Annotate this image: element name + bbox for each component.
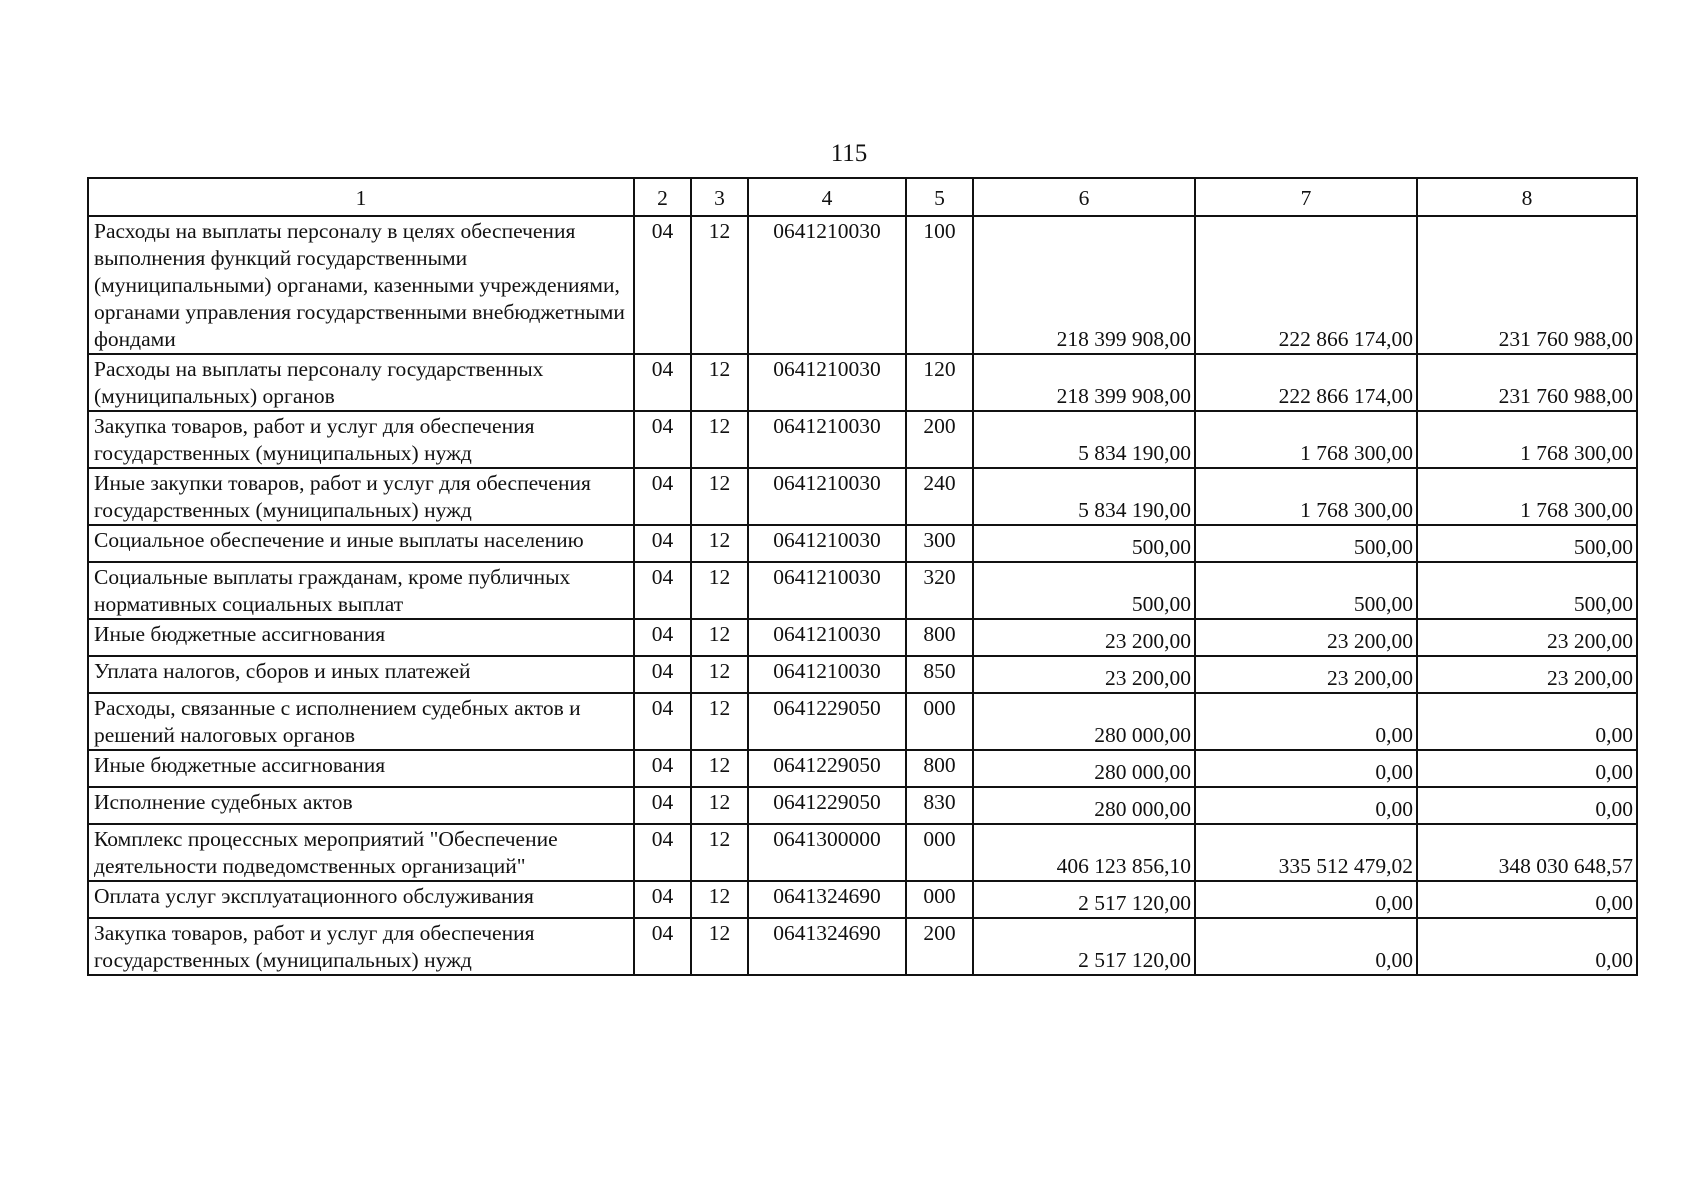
cell-name: Оплата услуг эксплуатационного обслуживания xyxy=(88,881,634,918)
cell-subsection: 12 xyxy=(691,824,748,881)
cell-amount-col-7: 335 512 479,02 xyxy=(1195,824,1417,881)
cell-expense-type: 320 xyxy=(906,562,973,619)
cell-target-article: 0641229050 xyxy=(748,693,906,750)
cell-amount-col-8: 0,00 xyxy=(1417,881,1637,918)
cell-name: Социальные выплаты гражданам, кроме публичных нормативных социальных выплат xyxy=(88,562,634,619)
cell-section: 04 xyxy=(634,824,691,881)
cell-target-article: 0641210030 xyxy=(748,656,906,693)
cell-amount-col-6: 23 200,00 xyxy=(973,619,1195,656)
table-row xyxy=(88,750,1637,787)
cell-section: 04 xyxy=(634,411,691,468)
cell-subsection: 12 xyxy=(691,881,748,918)
cell-name: Расходы на выплаты персоналу государственных (муниципальных) органов xyxy=(88,354,634,411)
cell-section: 04 xyxy=(634,787,691,824)
cell-amount-col-6: 5 834 190,00 xyxy=(973,468,1195,525)
cell-section: 04 xyxy=(634,881,691,918)
cell-amount-col-6: 23 200,00 xyxy=(973,656,1195,693)
cell-target-article: 0641324690 xyxy=(748,881,906,918)
cell-subsection: 12 xyxy=(691,411,748,468)
cell-section: 04 xyxy=(634,525,691,562)
cell-amount-col-8: 23 200,00 xyxy=(1417,656,1637,693)
header-col-1: 1 xyxy=(88,178,634,216)
cell-target-article: 0641210030 xyxy=(748,216,906,354)
cell-target-article: 0641229050 xyxy=(748,750,906,787)
cell-amount-col-8: 348 030 648,57 xyxy=(1417,824,1637,881)
cell-subsection: 12 xyxy=(691,918,748,975)
cell-amount-col-8: 0,00 xyxy=(1417,693,1637,750)
cell-amount-col-7: 222 866 174,00 xyxy=(1195,216,1417,354)
cell-amount-col-8: 231 760 988,00 xyxy=(1417,354,1637,411)
cell-expense-type: 850 xyxy=(906,656,973,693)
cell-subsection: 12 xyxy=(691,750,748,787)
cell-amount-col-6: 218 399 908,00 xyxy=(973,216,1195,354)
header-row xyxy=(88,178,1637,216)
header-col-2: 2 xyxy=(634,178,691,216)
cell-amount-col-7: 1 768 300,00 xyxy=(1195,468,1417,525)
cell-subsection: 12 xyxy=(691,562,748,619)
cell-expense-type: 200 xyxy=(906,918,973,975)
cell-amount-col-6: 280 000,00 xyxy=(973,693,1195,750)
table-row xyxy=(88,693,1637,750)
cell-amount-col-6: 500,00 xyxy=(973,562,1195,619)
cell-name: Расходы, связанные с исполнением судебных актов и решений налоговых органов xyxy=(88,693,634,750)
cell-amount-col-6: 2 517 120,00 xyxy=(973,881,1195,918)
cell-name: Социальное обеспечение и иные выплаты населению xyxy=(88,525,634,562)
table-row xyxy=(88,918,1637,975)
cell-amount-col-7: 500,00 xyxy=(1195,525,1417,562)
table-header xyxy=(88,178,1637,216)
cell-amount-col-7: 500,00 xyxy=(1195,562,1417,619)
cell-subsection: 12 xyxy=(691,468,748,525)
cell-amount-col-8: 1 768 300,00 xyxy=(1417,468,1637,525)
cell-target-article: 0641229050 xyxy=(748,787,906,824)
table-row xyxy=(88,656,1637,693)
cell-amount-col-7: 1 768 300,00 xyxy=(1195,411,1417,468)
cell-subsection: 12 xyxy=(691,656,748,693)
header-col-7: 7 xyxy=(1195,178,1417,216)
cell-amount-col-7: 23 200,00 xyxy=(1195,656,1417,693)
cell-amount-col-8: 231 760 988,00 xyxy=(1417,216,1637,354)
cell-name: Комплекс процессных мероприятий "Обеспечение деятельности подведомственных организаций" xyxy=(88,824,634,881)
header-col-4: 4 xyxy=(748,178,906,216)
cell-section: 04 xyxy=(634,656,691,693)
table-row xyxy=(88,354,1637,411)
cell-target-article: 0641210030 xyxy=(748,525,906,562)
budget-table xyxy=(87,177,1638,976)
cell-name: Закупка товаров, работ и услуг для обеспечения государственных (муниципальных) нужд xyxy=(88,411,634,468)
cell-amount-col-8: 0,00 xyxy=(1417,918,1637,975)
cell-target-article: 0641210030 xyxy=(748,562,906,619)
cell-name: Закупка товаров, работ и услуг для обеспечения государственных (муниципальных) нужд xyxy=(88,918,634,975)
table-row xyxy=(88,411,1637,468)
cell-section: 04 xyxy=(634,750,691,787)
cell-amount-col-8: 1 768 300,00 xyxy=(1417,411,1637,468)
table-row xyxy=(88,216,1637,354)
table-body xyxy=(88,216,1637,975)
cell-target-article: 0641300000 xyxy=(748,824,906,881)
cell-target-article: 0641324690 xyxy=(748,918,906,975)
cell-amount-col-6: 280 000,00 xyxy=(973,750,1195,787)
cell-amount-col-8: 23 200,00 xyxy=(1417,619,1637,656)
cell-name: Исполнение судебных актов xyxy=(88,787,634,824)
cell-subsection: 12 xyxy=(691,216,748,354)
cell-target-article: 0641210030 xyxy=(748,354,906,411)
cell-amount-col-7: 0,00 xyxy=(1195,918,1417,975)
cell-name: Расходы на выплаты персоналу в целях обеспечения выполнения функций государственными (муниципальными) органами, казенными учреждениями, органами управления государственными внебюджетными фондами xyxy=(88,216,634,354)
table-row xyxy=(88,619,1637,656)
cell-name: Иные бюджетные ассигнования xyxy=(88,750,634,787)
cell-section: 04 xyxy=(634,562,691,619)
cell-amount-col-7: 0,00 xyxy=(1195,787,1417,824)
cell-amount-col-7: 23 200,00 xyxy=(1195,619,1417,656)
cell-expense-type: 300 xyxy=(906,525,973,562)
cell-section: 04 xyxy=(634,619,691,656)
cell-name: Иные бюджетные ассигнования xyxy=(88,619,634,656)
cell-amount-col-6: 218 399 908,00 xyxy=(973,354,1195,411)
cell-amount-col-6: 280 000,00 xyxy=(973,787,1195,824)
cell-subsection: 12 xyxy=(691,619,748,656)
cell-subsection: 12 xyxy=(691,354,748,411)
cell-section: 04 xyxy=(634,216,691,354)
cell-amount-col-8: 0,00 xyxy=(1417,750,1637,787)
cell-amount-col-6: 406 123 856,10 xyxy=(973,824,1195,881)
cell-expense-type: 000 xyxy=(906,824,973,881)
cell-amount-col-7: 222 866 174,00 xyxy=(1195,354,1417,411)
table-row xyxy=(88,881,1637,918)
header-col-3: 3 xyxy=(691,178,748,216)
cell-name: Иные закупки товаров, работ и услуг для обеспечения государственных (муниципальных) нужд xyxy=(88,468,634,525)
cell-amount-col-6: 2 517 120,00 xyxy=(973,918,1195,975)
page-number: 115 xyxy=(830,140,868,167)
table-row xyxy=(88,562,1637,619)
cell-amount-col-8: 500,00 xyxy=(1417,525,1637,562)
cell-expense-type: 100 xyxy=(906,216,973,354)
cell-name: Уплата налогов, сборов и иных платежей xyxy=(88,656,634,693)
cell-section: 04 xyxy=(634,918,691,975)
cell-target-article: 0641210030 xyxy=(748,619,906,656)
cell-section: 04 xyxy=(634,354,691,411)
cell-expense-type: 830 xyxy=(906,787,973,824)
cell-target-article: 0641210030 xyxy=(748,411,906,468)
cell-amount-col-7: 0,00 xyxy=(1195,881,1417,918)
table-row xyxy=(88,525,1637,562)
cell-amount-col-6: 500,00 xyxy=(973,525,1195,562)
table-row xyxy=(88,824,1637,881)
cell-expense-type: 200 xyxy=(906,411,973,468)
cell-expense-type: 800 xyxy=(906,619,973,656)
cell-section: 04 xyxy=(634,468,691,525)
table-row xyxy=(88,787,1637,824)
header-col-5: 5 xyxy=(906,178,973,216)
cell-subsection: 12 xyxy=(691,693,748,750)
header-col-8: 8 xyxy=(1417,178,1637,216)
cell-subsection: 12 xyxy=(691,787,748,824)
cell-amount-col-6: 5 834 190,00 xyxy=(973,411,1195,468)
cell-subsection: 12 xyxy=(691,525,748,562)
cell-amount-col-8: 500,00 xyxy=(1417,562,1637,619)
cell-section: 04 xyxy=(634,693,691,750)
cell-expense-type: 240 xyxy=(906,468,973,525)
cell-amount-col-7: 0,00 xyxy=(1195,750,1417,787)
cell-expense-type: 800 xyxy=(906,750,973,787)
cell-expense-type: 000 xyxy=(906,881,973,918)
cell-expense-type: 000 xyxy=(906,693,973,750)
cell-expense-type: 120 xyxy=(906,354,973,411)
table-row xyxy=(88,468,1637,525)
header-col-6: 6 xyxy=(973,178,1195,216)
cell-amount-col-7: 0,00 xyxy=(1195,693,1417,750)
cell-target-article: 0641210030 xyxy=(748,468,906,525)
cell-amount-col-8: 0,00 xyxy=(1417,787,1637,824)
